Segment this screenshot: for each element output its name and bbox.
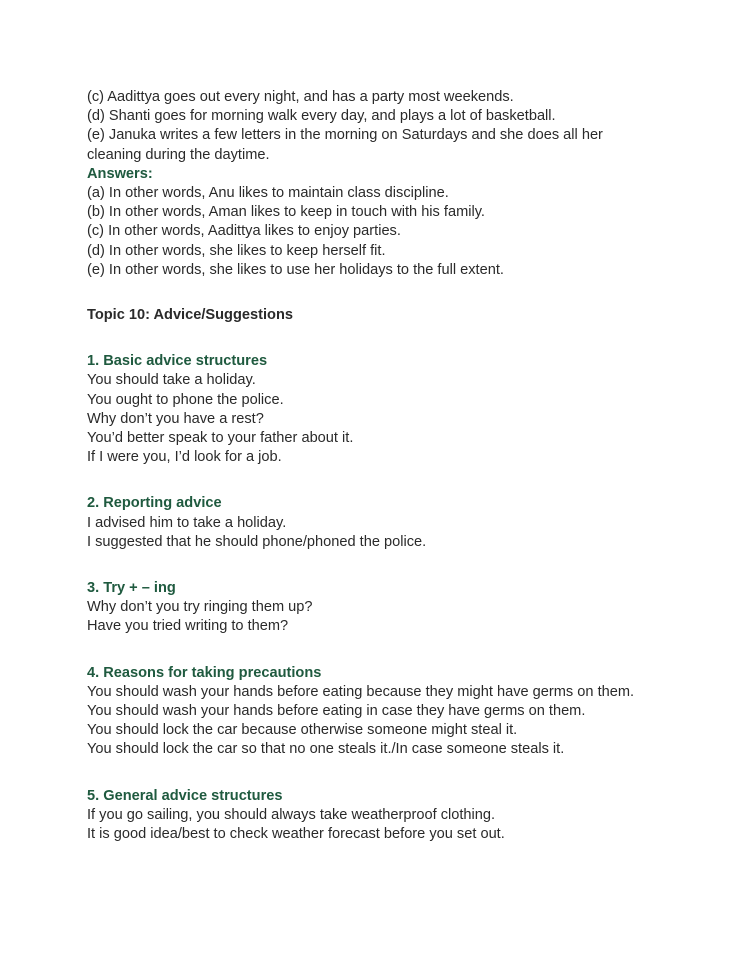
document-page: [87, 88, 727, 844]
section-line: You should take a holiday.: [87, 372, 256, 389]
section-line: Why don’t you have a rest?: [87, 410, 264, 427]
section-general-advice: [87, 787, 727, 845]
section-basic-advice: [87, 352, 727, 467]
section-heading: 3. Try + – ing: [87, 580, 176, 597]
section-heading: 5. General advice structures: [87, 787, 283, 804]
intro-line: (c) Aadittya goes out every night, and has a party most weekends.: [87, 89, 514, 105]
intro-line: (e) Januka writes a few letters in the morning on Saturdays and she does all her cleaning during the daytime.: [87, 127, 603, 163]
answer-item: (c) In other words, Aadittya likes to enjoy parties.: [87, 223, 401, 240]
answers-heading: Answers:: [87, 165, 153, 182]
section-try-ing: [87, 579, 727, 637]
section-line: You’d better speak to your father about it.: [87, 430, 354, 447]
section-line: If I were you, I’d look for a job.: [87, 449, 282, 466]
intro-line: (d) Shanti goes for morning walk every day, and plays a lot of basketball.: [87, 108, 556, 125]
section-heading: 2. Reporting advice: [87, 495, 222, 512]
answer-item: (e) In other words, she likes to use her holidays to the full extent.: [87, 261, 504, 278]
answer-item: (b) In other words, Aman likes to keep in touch with his family.: [87, 204, 485, 221]
section-line: I advised him to take a holiday.: [87, 514, 287, 531]
section-line: Have you tried writing to them?: [87, 618, 289, 635]
intro-block: [87, 88, 727, 165]
section-line: It is good idea/best to check weather forecast before you set out.: [87, 826, 505, 843]
section-line: You should lock the car so that no one steals it./In case someone steals it.: [87, 741, 565, 758]
section-heading: 4. Reasons for taking precautions: [87, 664, 322, 681]
section-line: If you go sailing, you should always take weatherproof clothing.: [87, 806, 496, 823]
section-reporting-advice: [87, 494, 727, 552]
section-line: I suggested that he should phone/phoned the police.: [87, 533, 427, 550]
answer-item: (d) In other words, she likes to keep herself fit.: [87, 242, 386, 259]
section-precautions: [87, 664, 727, 760]
section-line: You ought to phone the police.: [87, 391, 284, 408]
topic-title: Topic 10: Advice/Suggestions: [87, 307, 293, 324]
answer-item: (a) In other words, Anu likes to maintain class discipline.: [87, 185, 449, 202]
section-heading: 1. Basic advice structures: [87, 353, 268, 370]
section-line: You should wash your hands before eating because they might have germs on them.: [87, 683, 635, 700]
section-line: Why don’t you try ringing them up?: [87, 599, 313, 616]
section-line: You should lock the car because otherwise someone might steal it.: [87, 722, 518, 739]
answers-block: [87, 165, 727, 280]
section-line: You should wash your hands before eating in case they have germs on them.: [87, 703, 586, 720]
